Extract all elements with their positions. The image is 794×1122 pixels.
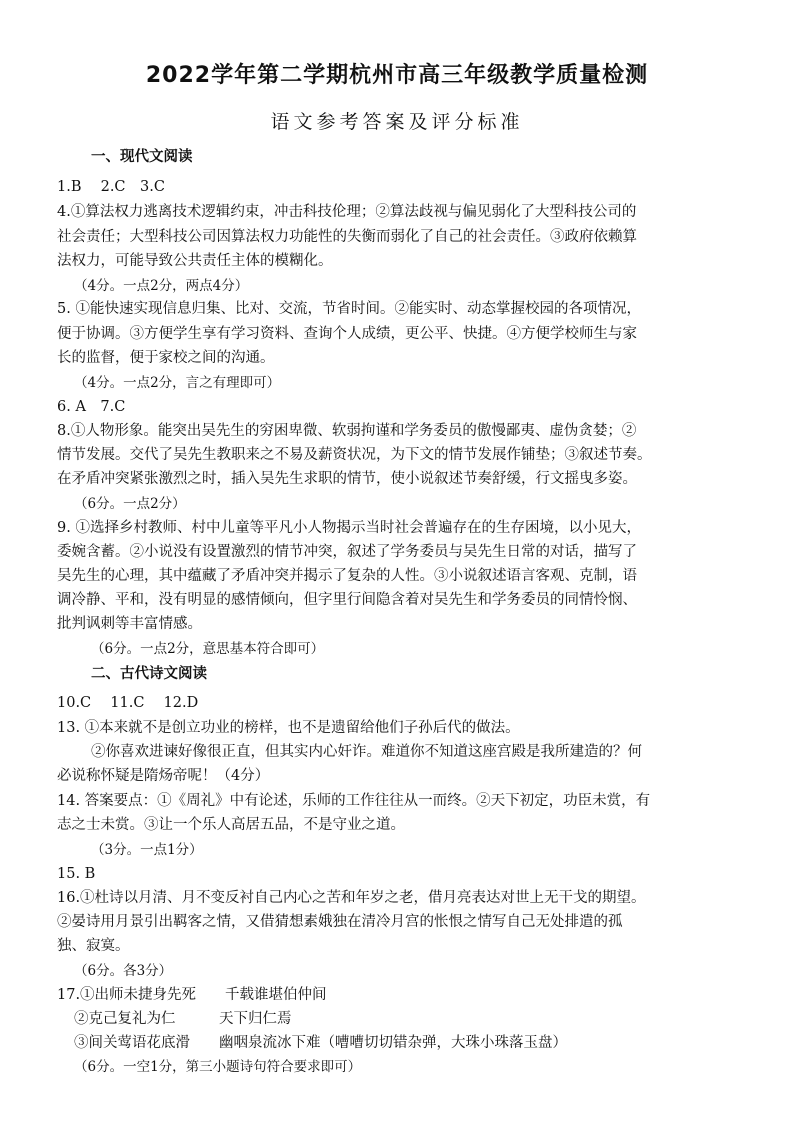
answer-line: 15. B <box>57 866 96 882</box>
document-title: 2022学年第二学期杭州市高三年级教学质量检测 <box>145 63 649 88</box>
answer-line: 在矛盾冲突紧张激烈之时，插入吴先生求职的情节，使小说叙述节奏舒缓，行文摇曳多姿。 <box>57 471 637 487</box>
answer-line: 志之士未赏。③让一个乐人高居五品，不是守业之道。 <box>57 817 405 833</box>
answer-line: 批判讽刺等丰富情感。 <box>57 616 202 632</box>
scoring-note: （6分。一点2分） <box>74 496 186 512</box>
scoring-note: （6分。一点2分，意思基本符合即可） <box>91 641 325 657</box>
answer-line: 法权力，可能导致公共责任主体的模糊化。 <box>57 253 333 269</box>
answer-line: 5. ①能快速实现信息归集、比对、交流，节省时间。②能实时、动态掌握校园的各项情况， <box>57 301 641 317</box>
answer-line: 4.①算法权力逃离技术逻辑约束，冲击科技伦理；②算法歧视与偏见弱化了大型科技公司的 <box>57 204 637 220</box>
answer-line: 社会责任；大型科技公司因算法权力功能性的失衡而弱化了自己的社会责任。③政府依赖算 <box>57 229 637 245</box>
section-heading-modern-reading: 一、现代文阅读 <box>91 149 193 165</box>
scoring-note: （4分。一点2分，言之有理即可） <box>74 375 281 391</box>
answer-line: 便于协调。③方便学生享有学习资料、查询个人成绩，更公平、快捷。④方便学校师生与家 <box>57 326 637 342</box>
answer-line: 13. ①本来就不是创立功业的榜样，也不是遗留给他们子孙后代的做法。 <box>57 720 520 736</box>
answer-line: ②晏诗用月景引出羁客之情，又借猜想素娥独在清冷月宫的怅恨之情写自己无处排遣的孤 <box>57 914 623 930</box>
answer-line: 独、寂寞。 <box>57 938 130 954</box>
scoring-note: （6分。各3分） <box>74 963 173 979</box>
section-heading-classical-reading: 二、古代诗文阅读 <box>91 666 207 682</box>
answer-line: 1.B 2.C 3.C <box>57 179 165 195</box>
scoring-note: （4分。一点2分，两点4分） <box>74 278 249 294</box>
answer-line: 16.①杜诗以月清、月不变反衬自己内心之苦和年岁之老，借月亮表达对世上无干戈的期望。 <box>57 890 646 906</box>
answer-line: 14. 答案要点：①《周礼》中有论述，乐师的工作往往从一而终。②天下初定，功臣未赏，有 <box>57 793 651 809</box>
answer-line: 情节发展。交代了吴先生教职来之不易及薪资状况，为下文的情节发展作铺垫；③叙述节奏。 <box>57 447 652 463</box>
answer-line: 必说称怀疑是隋炀帝呢！（4分） <box>57 768 270 784</box>
answer-line: 6. A 7.C <box>57 399 126 415</box>
answer-line: ②克己复礼为仁 天下归仁焉 <box>74 1011 292 1027</box>
answer-line: 10.C 11.C 12.D <box>57 695 199 711</box>
scoring-note: （3分。一点1分） <box>91 842 203 858</box>
answer-line: 17.①出师未捷身先死 千载谁堪伯仲间 <box>57 987 327 1003</box>
answer-line: ②你喜欢进谏好像很正直，但其实内心奸诈。难道你不知道这座宫殿是我所建造的？何 <box>91 744 642 760</box>
answer-line: 9. ①选择乡村教师、村中儿童等平凡小人物揭示当时社会普遍存在的生存困境，以小见大， <box>57 520 641 536</box>
document-subtitle: 语文参考答案及评分标准 <box>270 111 524 133</box>
answer-line: 吴先生的心理，其中蕴藏了矛盾冲突并揭示了复杂的人性。③小说叙述语言客观、克制，语 <box>57 568 637 584</box>
scoring-note: （6分。一空1分，第三小题诗句符合要求即可） <box>74 1059 362 1075</box>
answer-line: 调冷静、平和，没有明显的感情倾向，但字里行间隐含着对吴先生和学务委员的同情怜悯、 <box>57 592 637 608</box>
answer-line: 8.①人物形象。能突出吴先生的穷困卑微、软弱拘谨和学务委员的傲慢鄙夷、虚伪贪婪；② <box>57 423 637 439</box>
answer-line: 委婉含蓄。②小说没有设置激烈的情节冲突，叙述了学务委员与吴先生日常的对话，描写了 <box>57 544 637 560</box>
answer-line: 长的监督，便于家校之间的沟通。 <box>57 350 275 366</box>
answer-line: ③间关莺语花底滑 幽咽泉流冰下难（嘈嘈切切错杂弹，大珠小珠落玉盘） <box>74 1035 567 1051</box>
